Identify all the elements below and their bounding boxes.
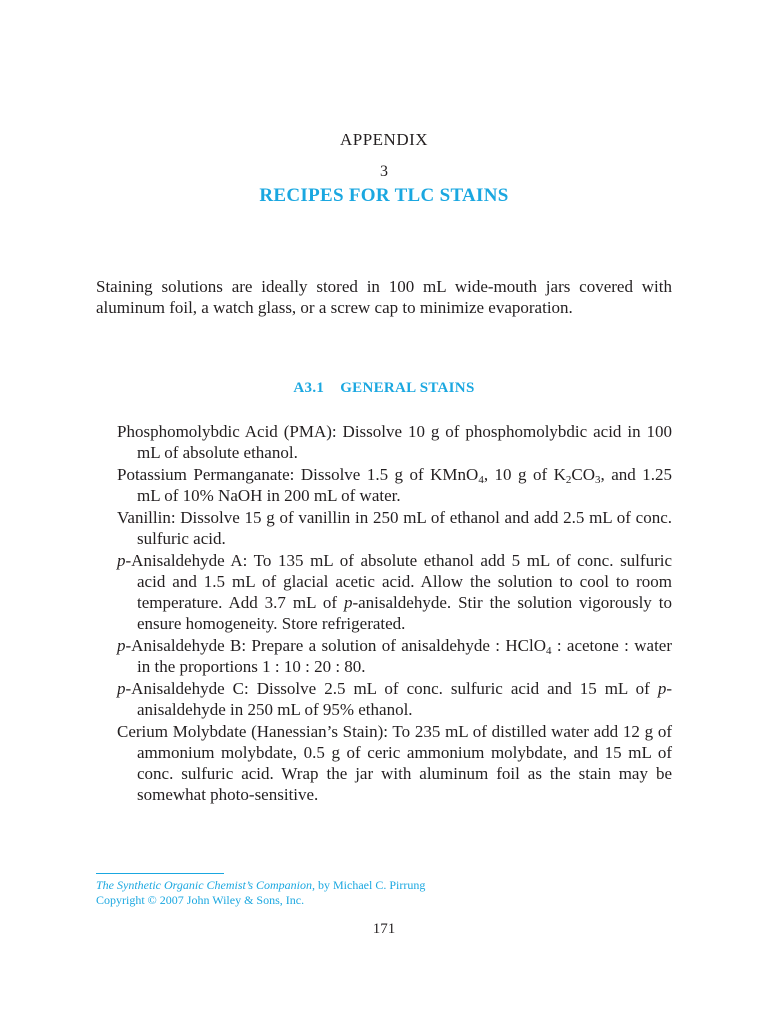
recipe-list <box>117 421 672 806</box>
recipe-anisaldehyde-c <box>117 678 672 720</box>
subscript: 2 <box>565 474 572 486</box>
book-title: The Synthetic Organic Chemist’s Companion, <box>96 878 315 892</box>
italic-p: p <box>343 593 353 612</box>
appendix-number: 3 <box>380 163 388 180</box>
appendix-label: APPENDIX <box>339 130 429 149</box>
recipe-permanganate-text-d: , and 1.25 mL of 10% NaOH in 200 mL of water. <box>137 465 672 505</box>
recipe-anisaldehyde-b-text-b: : acetone : water in the proportions 1 : 10 : 20 : 80. <box>137 636 673 676</box>
recipe-cerium-molybdate <box>117 721 672 805</box>
italic-p: p <box>117 636 126 655</box>
recipe-permanganate-text-c: CO <box>571 465 596 484</box>
page-number: 171 <box>372 921 396 937</box>
section-number: A3.1 <box>293 380 325 396</box>
recipe-permanganate-text-b: , 10 g of K <box>483 465 566 484</box>
book-author: by Michael C. Pirrung <box>315 878 426 892</box>
subscript: 3 <box>595 474 601 486</box>
section-heading <box>0 380 768 397</box>
recipe-pma <box>117 421 672 463</box>
subscript: 4 <box>478 474 484 486</box>
intro-paragraph: Staining solutions are ideally stored in 100 mL wide-mouth jars covered with aluminum foil, a watch glass, or a screw cap to minimize evaporation. <box>96 277 672 317</box>
recipe-anisaldehyde-a <box>117 550 672 634</box>
recipe-vanillin-text: Vanillin: Dissolve 15 g of vanillin in 250 mL of ethanol and add 2.5 mL of conc. sulfuric acid. <box>117 508 672 548</box>
recipe-anisaldehyde-c-text-b: -anisaldehyde in 250 mL of 95% ethanol. <box>137 679 672 719</box>
footnote-citation <box>96 878 672 893</box>
recipe-vanillin <box>117 507 672 549</box>
recipe-pma-text: Phosphomolybdic Acid (PMA): Dissolve 10 g of phosphomolybdic acid in 100 mL of absolute ethanol. <box>117 422 672 462</box>
appendix-title: RECIPES FOR TLC STAINS <box>259 185 509 206</box>
recipe-cerium-molybdate-text: Cerium Molybdate (Hanessian’s Stain): To 235 mL of distilled water add 12 g of ammonium molybdate, 0.5 g of ceric ammonium molybdate, and 15 mL of conc. sulfuric acid. Wrap the jar with aluminum foil as the stain may be somewhat photo-sensitive. <box>117 722 672 804</box>
recipe-anisaldehyde-c-text-a: -Anisaldehyde C: Dissolve 2.5 mL of conc. sulfuric acid and 15 mL of <box>125 679 658 698</box>
footnote <box>96 878 672 908</box>
section-title: GENERAL STAINS <box>340 380 475 396</box>
copyright-line: Copyright © 2007 John Wiley & Sons, Inc. <box>96 893 305 907</box>
footnote-divider <box>96 873 224 874</box>
italic-p: p <box>117 551 126 570</box>
recipe-anisaldehyde-a-text-b: -anisaldehyde. Stir the solution vigorously to ensure homogeneity. Store refrigerated. <box>137 593 672 633</box>
recipe-anisaldehyde-b-text-a: -Anisaldehyde B: Prepare a solution of anisaldehyde : HClO <box>125 636 546 655</box>
recipe-anisaldehyde-b <box>117 635 672 677</box>
recipe-anisaldehyde-a-text-a: -Anisaldehyde A: To 135 mL of absolute ethanol add 5 mL of conc. sulfuric acid and 1.5 mL of glacial acetic acid. Allow the solution to cool to room temperature. Add 3.7 mL of <box>125 551 672 612</box>
recipe-permanganate <box>117 464 672 506</box>
italic-p: p <box>117 679 126 698</box>
recipe-permanganate-text-a: Potassium Permanganate: Dissolve 1.5 g of KMnO <box>117 465 479 484</box>
subscript: 4 <box>546 645 552 657</box>
italic-p: p <box>657 679 667 698</box>
